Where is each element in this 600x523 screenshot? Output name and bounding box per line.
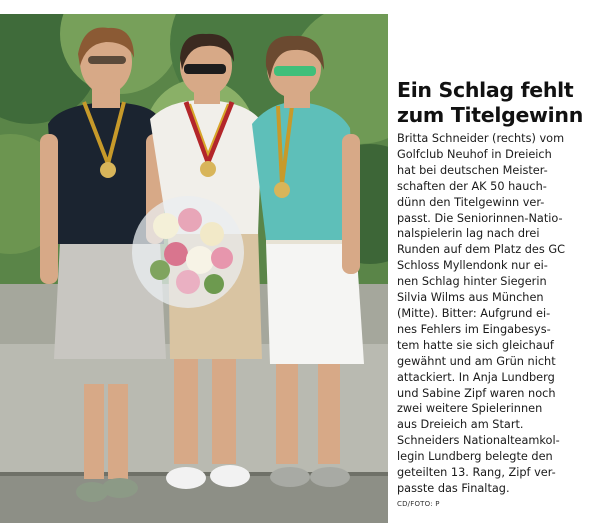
body-line: Britta Schneider (rechts) vom	[397, 132, 565, 145]
body-line: tem hatte sie sich gleichauf	[397, 338, 554, 352]
headline-line: zum Titelgewinn	[397, 103, 583, 127]
body-line: Runden auf dem Platz des GC	[397, 243, 565, 257]
photo-credit: CD/FOTO: P	[397, 499, 440, 508]
headline	[397, 78, 597, 128]
body-line: (Mitte). Bitter: Aufgrund ei-	[397, 306, 551, 320]
body-line: hat bei deutschen Meister-	[397, 163, 548, 177]
body-line: gewähnt und am Grün nicht	[397, 354, 556, 368]
headline-line: Ein Schlag fehlt	[397, 78, 574, 102]
body-line: und Sabine Zipf waren noch	[397, 386, 556, 400]
body-last-line	[397, 481, 597, 513]
body-line: Golfclub Neuhof in Dreieich	[397, 147, 552, 161]
body-line: zwei weitere Spielerinnen	[397, 402, 543, 416]
body-line: geteilten 13. Rang, Zipf ver-	[397, 466, 556, 480]
body-line: nes Fehlers im Eingabesys-	[397, 322, 551, 336]
award-photo	[0, 14, 388, 523]
body-line: attackiert. In Anja Lundberg	[397, 370, 555, 384]
body-line: passte das Finaltag.	[397, 481, 510, 495]
body-line: Schneiders Nationalteamkol-	[397, 434, 560, 448]
body-line: nalspielerin lag nach drei	[397, 227, 540, 241]
body-line: Silvia Wilms aus München	[397, 291, 544, 305]
body-line: schaften der AK 50 hauch-	[397, 179, 547, 193]
body-line: dünn den Titelgewinn ver-	[397, 195, 545, 209]
article	[397, 78, 597, 513]
article-body	[397, 131, 597, 513]
photo-illustration	[0, 14, 388, 523]
body-line: nen Schlag hinter Siegerin	[397, 275, 547, 289]
body-line: aus Dreieich am Start.	[397, 418, 524, 432]
body-line: passt. Die Seniorinnen-Natio-	[397, 211, 563, 225]
body-line: legin Lundberg belegte den	[397, 450, 553, 464]
body-line: Schloss Myllendonk nur ei-	[397, 259, 548, 273]
